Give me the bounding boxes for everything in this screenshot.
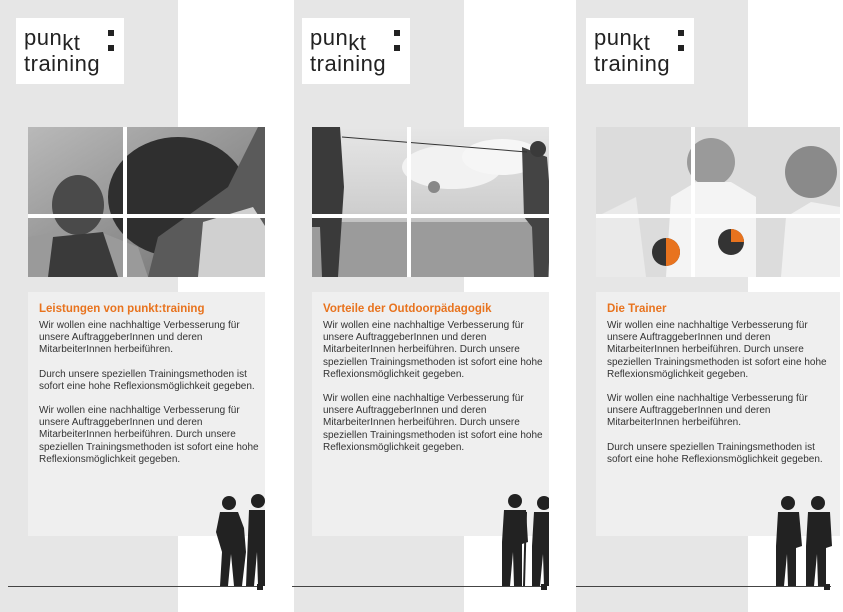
card-paragraph: Durch unsere speziellen Trainingsmethoden ist sofort eine hohe Reflexionsmöglichkeit gegeben. [607, 441, 823, 465]
photo-ball-game [28, 127, 265, 277]
logo-text-kt: kt [348, 30, 367, 55]
corner-square-icon [257, 584, 263, 590]
logo-text-pun: pun [24, 25, 63, 50]
logo-colon-icon [108, 30, 114, 60]
card-body [607, 320, 833, 478]
punkt-training-logo [302, 18, 410, 84]
photo-ball-game-graphic [28, 127, 265, 277]
logo-colon-icon [678, 30, 684, 60]
photo-trainers-graphic [596, 127, 840, 277]
photo-trainers [596, 127, 840, 277]
card-paragraph: Wir wollen eine nachhaltige Verbesserung für unsere AuftraggeberInnen und deren MitarbeiterInnen herbeiführen. Durch unsere speziellen Trainingsmethoden ist sofort eine hohe Reflexionsmöglichkeit gegeben. [323, 320, 543, 380]
corner-square-icon [541, 584, 547, 590]
logo-text-kt: kt [632, 30, 651, 55]
logo-text-training: training [24, 51, 101, 76]
silhouette-people-icon [216, 492, 265, 588]
logo-colon-icon [394, 30, 400, 60]
card-title: Leistungen von punkt:training [39, 303, 205, 315]
panel-trainer [568, 0, 843, 612]
silhouette-people-icon [500, 492, 549, 588]
logo-text-pun: pun [594, 25, 633, 50]
photo-outdoor-field [312, 127, 549, 277]
card-paragraph: Wir wollen eine nachhaltige Verbesserung für unsere AuftraggeberInnen und deren MitarbeiterInnen herbeiführen. [39, 320, 240, 356]
photo-outdoor-field-graphic [312, 127, 549, 277]
card-body [39, 320, 265, 478]
punkt-training-logo [586, 18, 694, 84]
card-paragraph: Durch unsere speziellen Trainingsmethoden ist sofort eine hohe Reflexionsmöglichkeit gegeben. [39, 368, 255, 392]
panel-outdoorpaedagogik [284, 0, 549, 612]
logo-text-training: training [594, 51, 671, 76]
card-title: Die Trainer [607, 303, 667, 315]
punkt-training-logo [16, 18, 124, 84]
baseline-divider [576, 586, 831, 587]
card-paragraph: Wir wollen eine nachhaltige Verbesserung für unsere AuftraggeberInnen und deren MitarbeiterInnen herbeiführen. Durch unsere speziellen Trainingsmethoden ist sofort eine hohe Reflexionsmöglichkeit gegeben. [323, 393, 543, 453]
baseline-divider [8, 586, 258, 587]
panel-leistungen [0, 0, 265, 612]
silhouette-people-icon [774, 494, 836, 588]
logo-text-training: training [310, 51, 387, 76]
card-title: Vorteile der Outdoorpädagogik [323, 303, 492, 315]
card-body [323, 320, 549, 466]
card-paragraph: Wir wollen eine nachhaltige Verbesserung für unsere AuftraggeberInnen und deren MitarbeiterInnen herbeiführen. Durch unsere speziellen Trainingsmethoden ist sofort eine hohe Reflexionsmöglichkeit gegeben. [39, 405, 259, 465]
baseline-divider [292, 586, 542, 587]
card-paragraph: Wir wollen eine nachhaltige Verbesserung für unsere AuftraggeberInnen und deren MitarbeiterInnen herbeiführen. [607, 393, 808, 429]
corner-square-icon [824, 584, 830, 590]
card-paragraph: Wir wollen eine nachhaltige Verbesserung für unsere AuftraggeberInnen und deren MitarbeiterInnen herbeiführen. Durch unsere speziellen Trainingsmethoden ist sofort eine hohe Reflexionsmöglichkeit gegeben. [607, 320, 827, 380]
logo-text-kt: kt [62, 30, 81, 55]
logo-text-pun: pun [310, 25, 349, 50]
